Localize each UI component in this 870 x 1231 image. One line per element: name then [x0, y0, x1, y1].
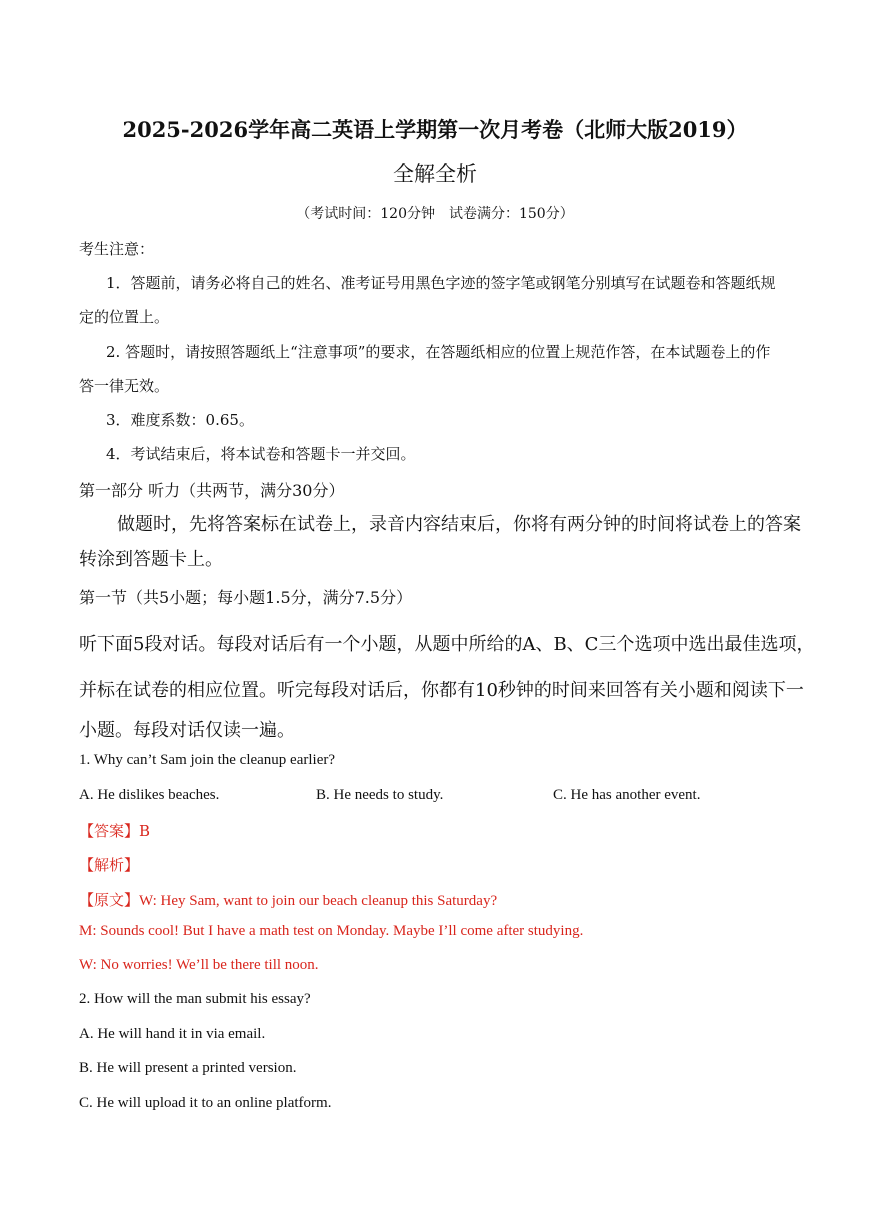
- transcript-line: 【原文】W: Hey Sam, want to join our beach cleanup this Saturday?: [79, 893, 498, 909]
- transcript-line: M: Sounds cool! But I have a math test on Monday. Maybe I’ll come after studying.: [79, 923, 584, 939]
- part1-heading: 第一部分 听力（共两节，满分30分）: [79, 481, 345, 500]
- analysis-label: 【解析】: [79, 856, 140, 874]
- option-b: B. He needs to study.: [316, 787, 444, 803]
- option-a: A. He will hand it in via email.: [79, 1026, 266, 1042]
- notice-item: 2. 答题时，请按照答题纸上“注意事项”的要求，在答题纸相应的位置上规范作答，在本试题卷上的作: [106, 343, 771, 361]
- transcript-line: W: No worries! We’ll be there till noon.: [79, 957, 319, 973]
- option-a: A. He dislikes beaches.: [79, 787, 220, 803]
- notice-item: 3．难度系数：0.65。: [106, 411, 254, 429]
- notice-item: 答一律无效。: [79, 377, 170, 395]
- notice-item: 定的位置上。: [79, 308, 170, 326]
- section1-instructions: 听下面5段对话。每段对话后有一个小题，从题中所给的A、B、C三个选项中选出最佳选项，: [79, 634, 815, 655]
- question-stem: 2. How will the man submit his essay?: [79, 991, 311, 1007]
- exam-info: （考试时间：120分钟 试卷满分：150分）: [296, 206, 574, 222]
- section1-heading: 第一节（共5小题；每小题1.5分，满分7.5分）: [79, 588, 413, 607]
- section1-instructions: 并标在试卷的相应位置。听完每段对话后，你都有10秒钟的时间来回答有关小题和阅读下一: [79, 680, 804, 701]
- page-subtitle: 全解全析: [393, 162, 477, 186]
- notice-item: 4．考试结束后，将本试卷和答题卡一并交回。: [106, 445, 416, 463]
- option-b: B. He will present a printed version.: [79, 1060, 297, 1076]
- part1-intro: 转涂到答题卡上。: [79, 549, 223, 570]
- section1-instructions: 小题。每段对话仅读一遍。: [79, 720, 295, 741]
- notice-heading: 考生注意：: [79, 240, 155, 258]
- part1-intro: 做题时，先将答案标在试卷上，录音内容结束后，你将有两分钟的时间将试卷上的答案: [117, 514, 801, 535]
- notice-item: 1．答题前，请务必将自己的姓名、准考证号用黑色字迹的签字笔或钢笔分别填写在试题卷和答题纸规: [106, 274, 776, 292]
- option-c: C. He has another event.: [553, 787, 701, 803]
- question-stem: 1. Why can’t Sam join the cleanup earlier?: [79, 752, 336, 768]
- page-title: 2025-2026学年高二英语上学期第一次月考卷（北师大版2019）: [122, 117, 748, 142]
- option-c: C. He will upload it to an online platform.: [79, 1095, 332, 1111]
- answer-label: 【答案】B: [79, 822, 151, 840]
